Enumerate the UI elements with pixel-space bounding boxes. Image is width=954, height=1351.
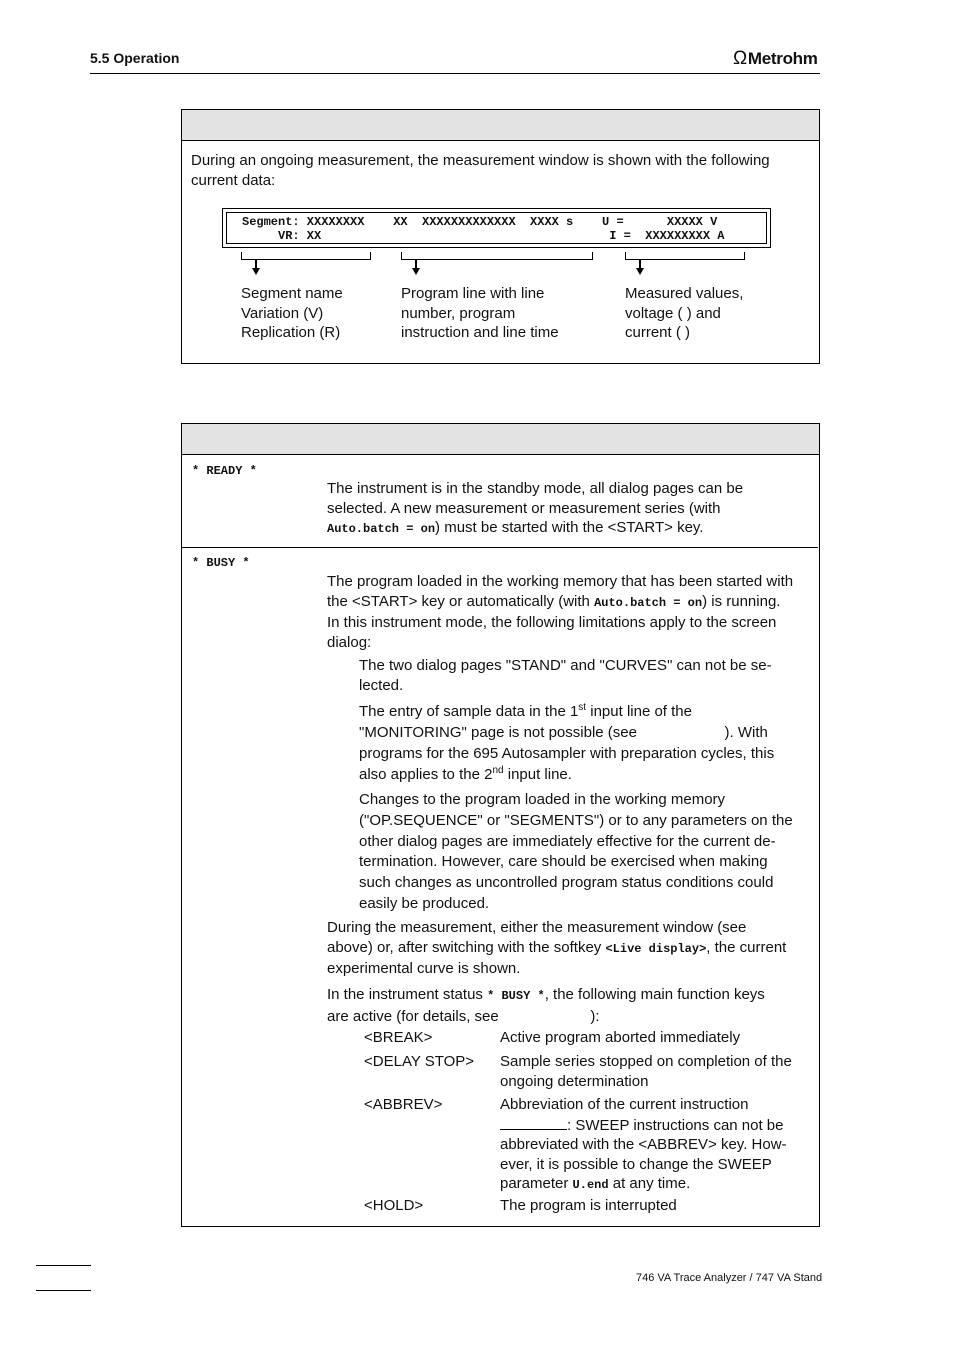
text-line: ever, it is possible to change the SWEEP — [500, 1155, 772, 1173]
box1-header-bar — [182, 110, 819, 141]
key-hold-desc: The program is interrupted — [500, 1197, 677, 1214]
limitation-bullet-1 — [359, 656, 772, 695]
busy-paragraph-3 — [327, 985, 765, 1026]
status-ready-label: * READY * — [192, 464, 257, 478]
omega-icon: Ω — [733, 48, 747, 69]
text-span: ) must be started with the <START> key. — [435, 519, 704, 536]
text-line — [327, 985, 765, 1007]
legend-line: number, program — [401, 304, 516, 322]
text-line: ("OP.SEQUENCE" or "SEGMENTS") or to any parameters on the — [359, 811, 793, 829]
busy-paragraph-1 — [327, 572, 793, 652]
lcd-display-inner — [226, 212, 767, 244]
key-abbrev: <ABBREV> — [364, 1096, 443, 1113]
legend-line: current ( ) — [625, 324, 691, 341]
text-line: lected. — [359, 676, 404, 694]
text-span: In the instrument status — [327, 986, 488, 1003]
logo-text: Metrohm — [747, 49, 818, 68]
text-span: at any time. — [608, 1175, 691, 1192]
text-line — [327, 592, 793, 614]
key-delay-stop: <DELAY STOP> — [364, 1053, 475, 1070]
intro-line: current data: — [191, 171, 276, 189]
arrow-down-icon — [412, 268, 420, 275]
text-line: The program loaded in the working memory that has been started with — [327, 573, 794, 590]
code-auto-batch: Auto.batch = on — [327, 522, 436, 536]
text-span: ) is running. — [702, 592, 781, 610]
text-span: above) or, after switching with the softkey — [327, 938, 606, 956]
code-u-end: U.end — [572, 1178, 609, 1192]
text-line — [500, 1115, 787, 1136]
text-line: experimental curve is shown. — [327, 960, 521, 977]
footer-rule-bottom — [36, 1290, 91, 1291]
code-busy: * BUSY * — [487, 989, 545, 1003]
legend-line: instruction and line time — [401, 324, 559, 341]
superscript: nd — [492, 765, 504, 776]
text-line — [359, 764, 774, 785]
program-arrow-stem — [415, 260, 417, 268]
legend-program-line — [401, 284, 559, 343]
ready-description — [327, 479, 743, 540]
legend-segment — [241, 284, 343, 343]
key-break-desc: Active program aborted immediately — [500, 1029, 741, 1046]
arrow-down-icon — [252, 268, 260, 275]
legend-line: Measured values, — [625, 285, 744, 302]
key-hold: <HOLD> — [364, 1197, 424, 1214]
text-span: : SWEEP instructions can not be — [567, 1116, 784, 1134]
text-line: The two dialog pages "STAND" and "CURVES" can not be se- — [359, 657, 772, 674]
text-line: Changes to the program loaded in the working memory — [359, 791, 726, 808]
arrow-down-icon — [636, 268, 644, 275]
status-busy-label: * BUSY * — [192, 556, 250, 570]
legend-measured-values — [625, 284, 743, 343]
text-line: such changes as uncontrolled program status conditions could — [359, 874, 774, 892]
text-line — [500, 1174, 787, 1196]
text-line: Abbreviation of the current instruction — [500, 1096, 749, 1113]
legend-line: Replication (R) — [241, 324, 341, 341]
measured-arrow-stem — [639, 260, 641, 268]
text-line — [327, 938, 786, 960]
text-line: ongoing determination — [500, 1072, 649, 1090]
text-line: "MONITORING" page is not possible (see ). With — [359, 724, 768, 741]
text-line: are active (for details, see ): — [327, 1007, 600, 1025]
program-line-bracket — [401, 252, 593, 260]
segment-arrow-stem — [255, 260, 257, 268]
segment-bracket — [241, 252, 371, 260]
legend-line: Segment name — [241, 285, 343, 302]
text-line: During the measurement, either the measurement window (see — [327, 919, 747, 936]
superscript: st — [578, 702, 587, 713]
metrohm-logo — [733, 48, 818, 70]
text-span: input line. — [503, 766, 572, 783]
text-line: programs for the 695 Autosampler with preparation cycles, this — [359, 745, 775, 762]
text-span: The entry of sample data in the 1 — [359, 703, 579, 720]
box2-header-bar — [182, 424, 819, 455]
text-span: also applies to the 2 — [359, 766, 493, 783]
footer-rule-top — [36, 1265, 91, 1266]
limitation-bullet-2 — [359, 701, 774, 785]
legend-line: Program line with line — [401, 285, 545, 302]
text-line — [359, 701, 774, 722]
text-line: selected. A new measurement or measurement series (with — [327, 499, 721, 517]
text-span: , the following main function keys — [544, 986, 765, 1003]
busy-paragraph-2 — [327, 918, 786, 979]
lcd-line-1: Segment: XXXXXXXX XX XXXXXXXXXXXXX XXXX s U = XXXXX V — [242, 215, 718, 229]
section-heading: 5.5 Operation — [90, 50, 180, 66]
text-line: abbreviated with the <ABBREV> key. How- — [500, 1136, 787, 1153]
measurement-intro — [191, 151, 770, 190]
key-abbrev-desc — [500, 1095, 787, 1196]
lcd-line-2: VR: XX I = XXXXXXXXX A — [242, 229, 725, 243]
lcd-display — [222, 208, 771, 248]
text-span: the <START> key or automatically (with — [327, 592, 595, 610]
text-span: , the current — [706, 938, 787, 956]
text-line: other dialog pages are immediately effective for the current de- — [359, 832, 776, 850]
key-break: <BREAK> — [364, 1029, 433, 1046]
text-span: input line of the — [586, 703, 692, 720]
text-line: termination. However, care should be exercised when making — [359, 853, 768, 871]
text-line: The instrument is in the standby mode, all dialog pages can be — [327, 480, 744, 497]
intro-line: During an ongoing measurement, the measurement window is shown with the following — [191, 152, 770, 169]
text-line: Sample series stopped on completion of the — [500, 1053, 792, 1070]
row-divider — [182, 547, 818, 548]
legend-line: Variation (V) — [241, 304, 324, 322]
legend-line: voltage ( ) and — [625, 304, 721, 322]
code-live-display: <Live display> — [605, 941, 707, 956]
limitation-bullet-3 — [359, 790, 793, 915]
note-underline — [500, 1115, 567, 1130]
text-line — [327, 518, 743, 540]
code-auto-batch: Auto.batch = on — [594, 595, 703, 610]
measured-values-bracket — [625, 252, 745, 260]
text-line: dialog: — [327, 633, 372, 651]
footer-product-name: 746 VA Trace Analyzer / 747 VA Stand — [636, 1272, 823, 1284]
text-span: parameter — [500, 1175, 573, 1192]
key-delay-stop-desc — [500, 1052, 792, 1091]
header-rule — [90, 73, 820, 74]
text-line: In this instrument mode, the following limitations apply to the screen — [327, 614, 777, 631]
text-line: easily be produced. — [359, 894, 490, 912]
